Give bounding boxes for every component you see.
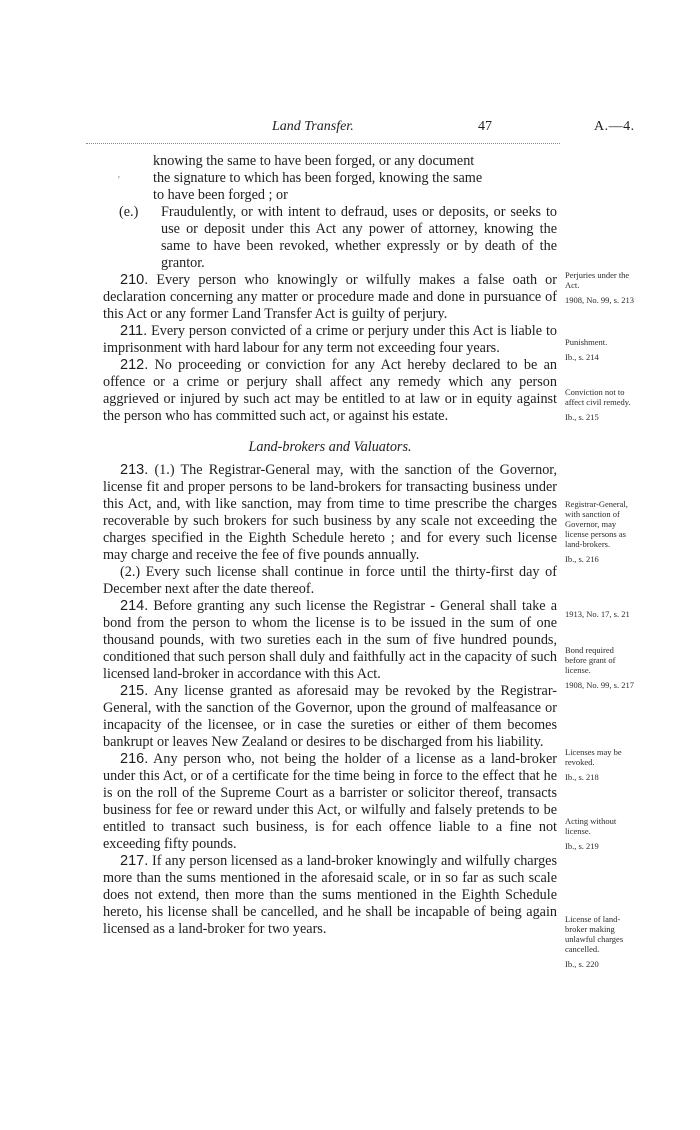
margin-note-line: Acting without bbox=[565, 816, 617, 826]
margin-note-ref: 1908, No. 99, s. 217 bbox=[565, 680, 634, 690]
section-text: Every such license shall continue in force until the thirty-first day of December next after the date thereof. bbox=[103, 564, 557, 597]
margin-note-line: unlawful charges bbox=[565, 934, 624, 944]
section-215 bbox=[103, 683, 557, 751]
section-number: 213. bbox=[120, 462, 149, 478]
header-rule bbox=[86, 143, 560, 144]
section-number: 210. bbox=[120, 272, 149, 288]
clause-e bbox=[103, 204, 557, 272]
section-212 bbox=[103, 357, 557, 425]
margin-note-line: with sanction of bbox=[565, 509, 620, 519]
margin-note-line: affect civil remedy. bbox=[565, 397, 631, 407]
section-text: No proceeding or conviction for any Act hereby declared to be an offence or a crime or perjury shall affect any remedy which any person aggrieved or injured by such act may be entitled to at law or in equity against the person who has committed such act, or against his estate. bbox=[103, 357, 557, 424]
section-210 bbox=[103, 272, 557, 323]
margin-note-ref: Ib., s. 220 bbox=[565, 959, 599, 969]
section-217 bbox=[103, 853, 557, 938]
section-text: Before granting any such license the Registrar - General shall take a bond from the person to whom the license is to be issued in the sum of one thousand pounds, with two sureties each in the sum of five hundred pounds, conditioned that such person shall duly and faithfully act in the capacity of such licensed land-broker in accordance with this Act. bbox=[103, 598, 557, 682]
body-text bbox=[103, 153, 557, 938]
margin-note-ref: Ib., s. 218 bbox=[565, 772, 599, 782]
clause-e-text: Fraudulently, or with intent to defraud, uses or deposits, or seeks to use or deposit under this Act any power of attorney, knowing the same to have been revoked, whether expressly or by death of the grantor. bbox=[161, 204, 557, 271]
margin-note-ref: Ib., s. 219 bbox=[565, 841, 599, 851]
margin-note-213-2 bbox=[565, 609, 695, 619]
margin-note-line: Governor, may bbox=[565, 519, 617, 529]
section-213-1 bbox=[103, 462, 557, 564]
continued-line: to have been forged ; or bbox=[153, 187, 288, 203]
margin-note-ref: Ib., s. 215 bbox=[565, 412, 599, 422]
stray-mark: ' bbox=[118, 175, 120, 186]
continued-line: knowing the same to have been forged, or any document bbox=[153, 153, 475, 169]
section-text: Any person who, not being the holder of a license as a land-broker under this Act, or of a certificate for the time being in force to the effect that he is on the roll of the Supreme Court as a barrister or solicitor thereof, transacts business for fee or reward under this Act, or wilfully and falsely pretends to be entitled to transact such business, is for each offence liable to a fine not exceeding fifty pounds. bbox=[103, 751, 558, 852]
margin-note-ref: 1908, No. 99, s. 213 bbox=[565, 295, 634, 305]
margin-note-ref: 1913, No. 17, s. 21 bbox=[565, 609, 630, 619]
section-number: 214. bbox=[120, 598, 149, 614]
section-number: 216. bbox=[120, 751, 149, 767]
margin-note-213 bbox=[565, 499, 695, 564]
margin-note-215 bbox=[565, 747, 695, 782]
margin-note-211 bbox=[565, 337, 695, 362]
page-number: 47 bbox=[478, 119, 492, 134]
margin-note-216 bbox=[565, 816, 695, 851]
margin-note-line: license. bbox=[565, 665, 591, 675]
section-text: If any person licensed as a land-broker knowingly and wilfully charges more than the sums mentioned in the aforesaid scale, or in so far as such scale does not extend, then more than the sums mentioned in the Eighth Schedule hereto, his license shall be cancelled, and he shall be incapable of being again licensed as a land-broker for two years. bbox=[103, 853, 557, 937]
section-number: 211. bbox=[120, 323, 148, 339]
margin-note-line: Bond required bbox=[565, 645, 614, 655]
margin-note-line: Act. bbox=[565, 280, 580, 290]
section-text: Every person convicted of a crime or perjury under this Act is liable to imprisonment with hard labour for any term not exceeding four years. bbox=[103, 323, 558, 356]
margin-note-ref: Ib., s. 214 bbox=[565, 352, 599, 362]
section-214 bbox=[103, 598, 557, 683]
section-heading: Land-brokers and Valuators. bbox=[248, 439, 412, 455]
margin-note-line: before grant of bbox=[565, 655, 616, 665]
section-text: Any license granted as aforesaid may be revoked by the Registrar-General, with the sanction of the Governor, upon the ground of malfeasance or incapacity of the licensee, or in case the sureties or either of them becomes bankrupt or leaves New Zealand or desires to be discharged from his liability. bbox=[103, 683, 557, 750]
margin-note-line: Registrar-General, bbox=[565, 499, 628, 509]
clause-e-label: (e.) bbox=[119, 204, 139, 220]
margin-note-line: land-brokers. bbox=[565, 539, 611, 549]
section-text: The Registrar-General may, with the sanction of the Governor, license fit and proper persons to be land-brokers for transacting business under this Act, and, with like sanction, may from time to time prescribe the charges recoverable by such brokers for such business by any scale not exceeding the charges specified in the Eighth Schedule hereto ; and for every such license may charge and receive the fee of five pounds annually. bbox=[103, 462, 557, 563]
document-code: A.—4. bbox=[594, 119, 635, 134]
margin-note-210 bbox=[565, 270, 695, 305]
margin-note-line: license. bbox=[565, 826, 591, 836]
margin-note-214 bbox=[565, 645, 695, 690]
continued-line: the signature to which has been forged, knowing the same bbox=[153, 170, 483, 186]
margin-note-line: Licenses may be bbox=[565, 747, 622, 757]
margin-note-ref: Ib., s. 216 bbox=[565, 554, 599, 564]
margin-note-line: Conviction not to bbox=[565, 387, 625, 397]
subsection-label: (2.) bbox=[120, 564, 141, 580]
subsection-label: (1.) bbox=[154, 462, 175, 478]
section-216 bbox=[103, 751, 557, 853]
section-number: 212. bbox=[120, 357, 149, 373]
margin-note-line: Perjuries under the bbox=[565, 270, 630, 280]
margin-note-217 bbox=[565, 914, 695, 969]
margin-note-line: License of land- bbox=[565, 914, 621, 924]
margin-note-line: license persons as bbox=[565, 529, 626, 539]
section-number: 215. bbox=[120, 683, 149, 699]
section-213-2 bbox=[103, 564, 557, 598]
margin-note-line: cancelled. bbox=[565, 944, 600, 954]
margin-note-line: revoked. bbox=[565, 757, 595, 767]
section-text: Every person who knowingly or wilfully makes a false oath or declaration concerning any matter or procedure made and done in pursuance of this Act or any former Land Transfer Act is guilty of perjury. bbox=[103, 272, 558, 322]
margin-note-line: Punishment. bbox=[565, 337, 608, 347]
section-211 bbox=[103, 323, 557, 357]
section-number: 217. bbox=[120, 853, 149, 869]
continued-clause bbox=[103, 153, 557, 204]
margin-note-line: broker making bbox=[565, 924, 615, 934]
margin-note-212 bbox=[565, 387, 695, 422]
running-title: Land Transfer. bbox=[272, 119, 354, 134]
